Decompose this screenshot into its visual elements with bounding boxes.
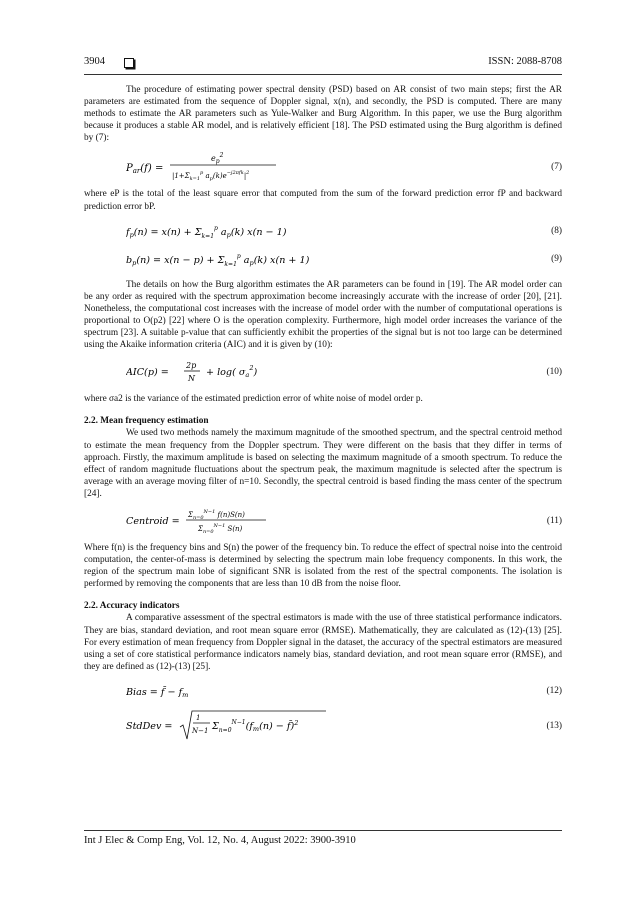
journal-citation: Int J Elec & Comp Eng, Vol. 12, No. 4, August 2022: 3900-3910: [84, 835, 356, 846]
svg-text:Par(f) =: $P_{ar}(f)$ =: [126, 163, 164, 176]
equation-9-formula: [126, 248, 386, 270]
equation-13-formula: [126, 707, 366, 745]
paragraph-error-definition: where eP is the total of the least square error that computed from the sum of the forward prediction error fP and backward prediction error bP.: [84, 189, 562, 212]
equation-number: (11): [546, 515, 562, 526]
svg-text:fp(n) = x(n) + Σk=1p ap(k) x(n: $f_p(n) = x(n) + \Sigma_{k=1}^p$ $a_p(k) x(n - 1)$: [126, 224, 287, 240]
equation-7: [84, 150, 562, 184]
equation-9: [84, 247, 562, 271]
svg-text:N: N: [188, 374, 195, 384]
equation-8-formula: [126, 220, 386, 242]
page-footer: [84, 830, 562, 846]
equation-8: [84, 219, 562, 243]
section-heading-accuracy: 2.2. Accuracy indicators: [84, 601, 180, 612]
equation-number: (9): [551, 253, 562, 264]
issn: ISSN: 2088-8708: [488, 56, 562, 67]
svg-text:N−1: N−1: [192, 726, 209, 735]
svg-text:bp(n) = x(n − p) + Σk=1p ap(k): $b_p(n) = x(n - p) + \Sigma_{k=1}^p$ $a_p(k) x(n + 1)$: [126, 252, 310, 268]
paragraph-centroid-explanation: Where f(n) is the frequency bins and S(n) the power of the frequency bin. To reduce the effect of spectral noise into the centroid computation, the center-of-mass is determined by selecting the spectrum main lobe frequency components. In this work, the region of the spectrum main lobe of significant SNR is isolated from the rest of the spectral components. The isolation is performed by removing the components that are less than 10 dB from the noise floor.: [84, 542, 562, 590]
svg-text:Bias = f̄ − fm: Bias = f̄ − $f_m$: [126, 686, 189, 699]
equation-10: [84, 355, 562, 389]
paragraph-variance-definition: where σa2 is the variance of the estimated prediction error of white noise of model order p.: [84, 394, 423, 405]
equation-11-formula: [126, 506, 346, 536]
paragraph-accuracy: A comparative assessment of the spectral estimators is made with the use of three statistical performance indicators. They are bias, standard deviation, and root mean square error (RMSE). Mathematically, they are calculated as (12)-(13) [25]. For every estimation of mean frequency from Doppler signal in the dataset, the accuracy of the spectral estimators are measured using a set of core statistical performance indicators namely bias, standard deviation, and root mean square error (RMSE), and they are defined as (12)-(13) [25].: [84, 613, 562, 672]
svg-text:Σn=0N−1(fm(n) − f̄)2: $\Sigma_{n=0}^{N-1}(f_m(n)$ − f̄)$^2$: [212, 718, 299, 734]
svg-text:2p: 2p: [186, 361, 197, 371]
square-icon: [124, 58, 134, 68]
svg-text:1: 1: [196, 713, 201, 722]
section-heading-mean-frequency: 2.2. Mean frequency estimation: [84, 416, 209, 427]
equation-number: (10): [546, 367, 562, 378]
svg-text:ep2: $e_p^2$: [211, 152, 224, 166]
svg-text:Σn=0N−1 S(n): $\Sigma_{n=0}^{N-1}$ S(n): [198, 522, 243, 535]
paragraph-mean-frequency: We used two methods namely the maximum magnitude of the smoothed spectrum, and the spectral centroid method to estimate the mean frequency from the Doppler spectrum. They were different on the basis that they differ in terms of approach. Firstly, the maximum amplitude is based on selecting the maximum magnitude of a smooth spectrum. To reduce the effect of random magnitude fluctuations about the spectrum peak, the maximum magnitude is selected after the spectrum is average with an average moving filter of n=10. Secondly, the spectral centroid is based finding the mass center of the spectrum [24].: [84, 428, 562, 499]
equation-7-formula: [126, 150, 306, 184]
equation-11: [84, 504, 562, 538]
equation-10-formula: [126, 357, 326, 387]
svg-text:+ log( σa2): + log( $\sigma_a^2$): [206, 364, 258, 380]
svg-text:StdDev =: StdDev =: [126, 720, 173, 732]
svg-text:Σn=0N−1 f(n)S(n): $\Sigma_{n=0}^{N-1}$ f(n)S(n): [188, 508, 245, 521]
equation-number: (13): [546, 720, 562, 731]
equation-number: (7): [551, 162, 562, 173]
equation-number: (8): [551, 225, 562, 236]
page-body: [84, 84, 562, 745]
equation-number: (12): [546, 685, 562, 696]
svg-text:Centroid =: Centroid =: [126, 515, 180, 527]
svg-text:AIC(p) =: AIC(p) =: [126, 367, 169, 379]
paragraph-burg-details: The details on how the Burg algorithm estimates the AR parameters can be found in [19]. The AR model order can be any order as required with the spectrum approximation become increasingly accurate with the increase of order [20], [21]. Nonetheless, the computational cost increases with the increase of model order with the number of computational operations is proportional to O(p2) [22] where O is the operation complexity. Furthermore, high model order increases the variance of the spectrum [23]. A suitable p-value that can sufficiently exhibit the properties of the signal but is not too large can be determined using the Akaike information criteria (AIC) and it is given by (10):: [84, 279, 562, 351]
equation-12-formula: [126, 680, 286, 702]
equation-12: [84, 679, 562, 703]
page-number: 3904: [84, 56, 105, 67]
svg-text:|1+Σk=1p ap(k)e−j2πfk|2: $|1+\Sigma_{k=1}^p$ $a_p(k)e^{-j2\pi fk}|^2$: [172, 170, 250, 183]
equation-13: [84, 707, 562, 745]
paragraph-psd-procedure: The procedure of estimating power spectral density (PSD) based on AR consist of two main steps; first the AR parameters are estimated from the sequence of Doppler signal, x(n), and secondly, the PSD is computed. There are many methods to estimate the AR parameters such as Yule-Walker and Burg Algorithm. In this paper, we use the Burg algorithm because it produces a stable AR model, and is relatively efficient [18]. The PSD estimated using the Burg algorithm is defined by (7):: [84, 85, 562, 144]
page-header: [84, 56, 562, 75]
